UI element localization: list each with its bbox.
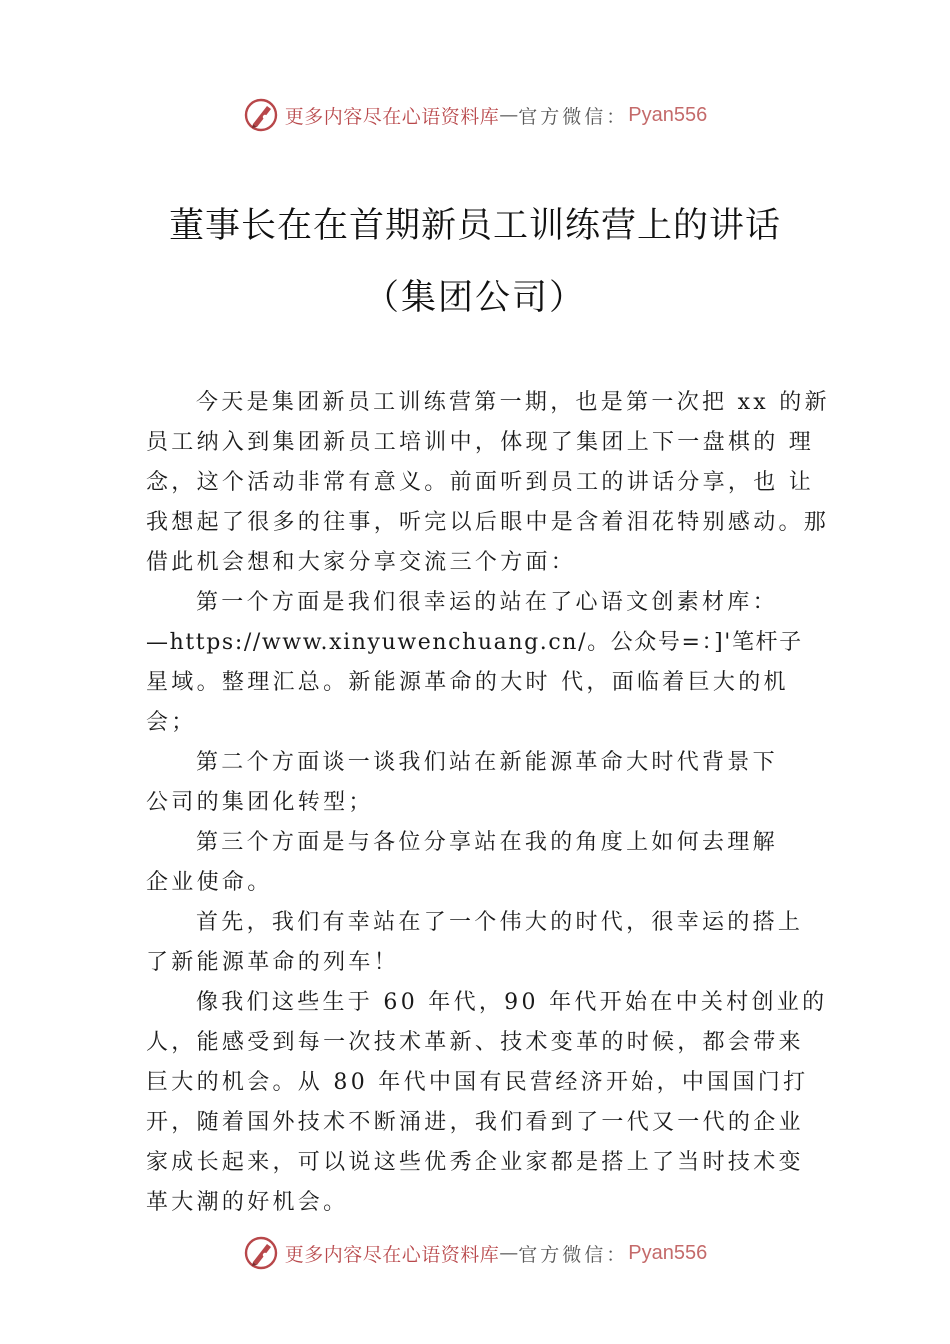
body-line: 借此机会想和大家分享交流三个方面： [146, 550, 577, 575]
body-line: 像我们这些生于 60 年代，90 年代开始在中关村创业的 [196, 990, 828, 1015]
body-line: 首先，我们有幸站在了一个伟大的时代，很幸运的搭上 [196, 910, 804, 935]
footer-banner-wechat-label: 官方微信： [518, 1243, 629, 1266]
document-title: 董事长在在首期新员工训练营上的讲话 [168, 206, 781, 246]
body-line: 企业使命。 [146, 870, 273, 895]
footer-banner [0, 1231, 950, 1275]
body-line: 第三个方面是与各位分享站在我的角度上如何去理解 [196, 830, 778, 855]
body-line: 我想起了很多的往事，听完以后眼中是含着泪花特别感动。那 [146, 510, 830, 535]
body-line: 人，能感受到每一次技术革新、技术变革的时候，都会带来 [146, 1030, 804, 1055]
body-line: 会； [146, 710, 197, 735]
body-line: —https://www.xinyuwenchuang.cn/。公众号=：]'笔杆子 [146, 630, 803, 655]
pen-logo-icon [243, 97, 279, 133]
body-line: 念，这个活动非常有意义。前面听到员工的讲话分享，也 让 [146, 470, 815, 495]
body-line: 第一个方面是我们很幸运的站在了心语文创素材库： [196, 590, 778, 615]
header-banner-wechat-label: 官方微信： [518, 105, 629, 128]
pen-logo-icon [243, 1235, 279, 1271]
body-line: 员工纳入到集团新员工培训中，体现了集团上下一盘棋的 理 [146, 430, 815, 455]
body-line: 了新能源革命的列车！ [146, 950, 400, 975]
body-line: 第二个方面谈一谈我们站在新能源革命大时代背景下 [196, 750, 778, 775]
body-line: 巨大的机会。从 80 年代中国有民营经济开始，中国国门打 [146, 1070, 809, 1095]
body-line: 家成长起来，可以说这些优秀企业家都是搭上了当时技术变 [146, 1150, 804, 1175]
footer-banner-main-text: 更多内容尽在心语资料库 [284, 1243, 500, 1266]
footer-banner-wechat-id: Pyan556 [628, 1241, 708, 1264]
body-line: 今天是集团新员工训练营第一期，也是第一次把 xx 的新 [196, 390, 830, 415]
body-line: 公司的集团化转型； [146, 790, 374, 815]
body-line: 革大潮的好机会。 [146, 1190, 349, 1215]
body-line: 星域。整理汇总。新能源革命的大时 代，面临着巨大的机 [146, 670, 789, 695]
body-line: 开，随着国外技术不断涌进，我们看到了一代又一代的企业 [146, 1110, 804, 1135]
document-subtitle: （集团公司） [363, 278, 586, 318]
header-banner [0, 93, 950, 137]
footer-banner-dash: — [499, 1242, 519, 1264]
header-banner-main-text: 更多内容尽在心语资料库 [284, 105, 500, 128]
header-banner-dash: — [499, 104, 519, 126]
header-banner-wechat-id: Pyan556 [628, 103, 708, 126]
